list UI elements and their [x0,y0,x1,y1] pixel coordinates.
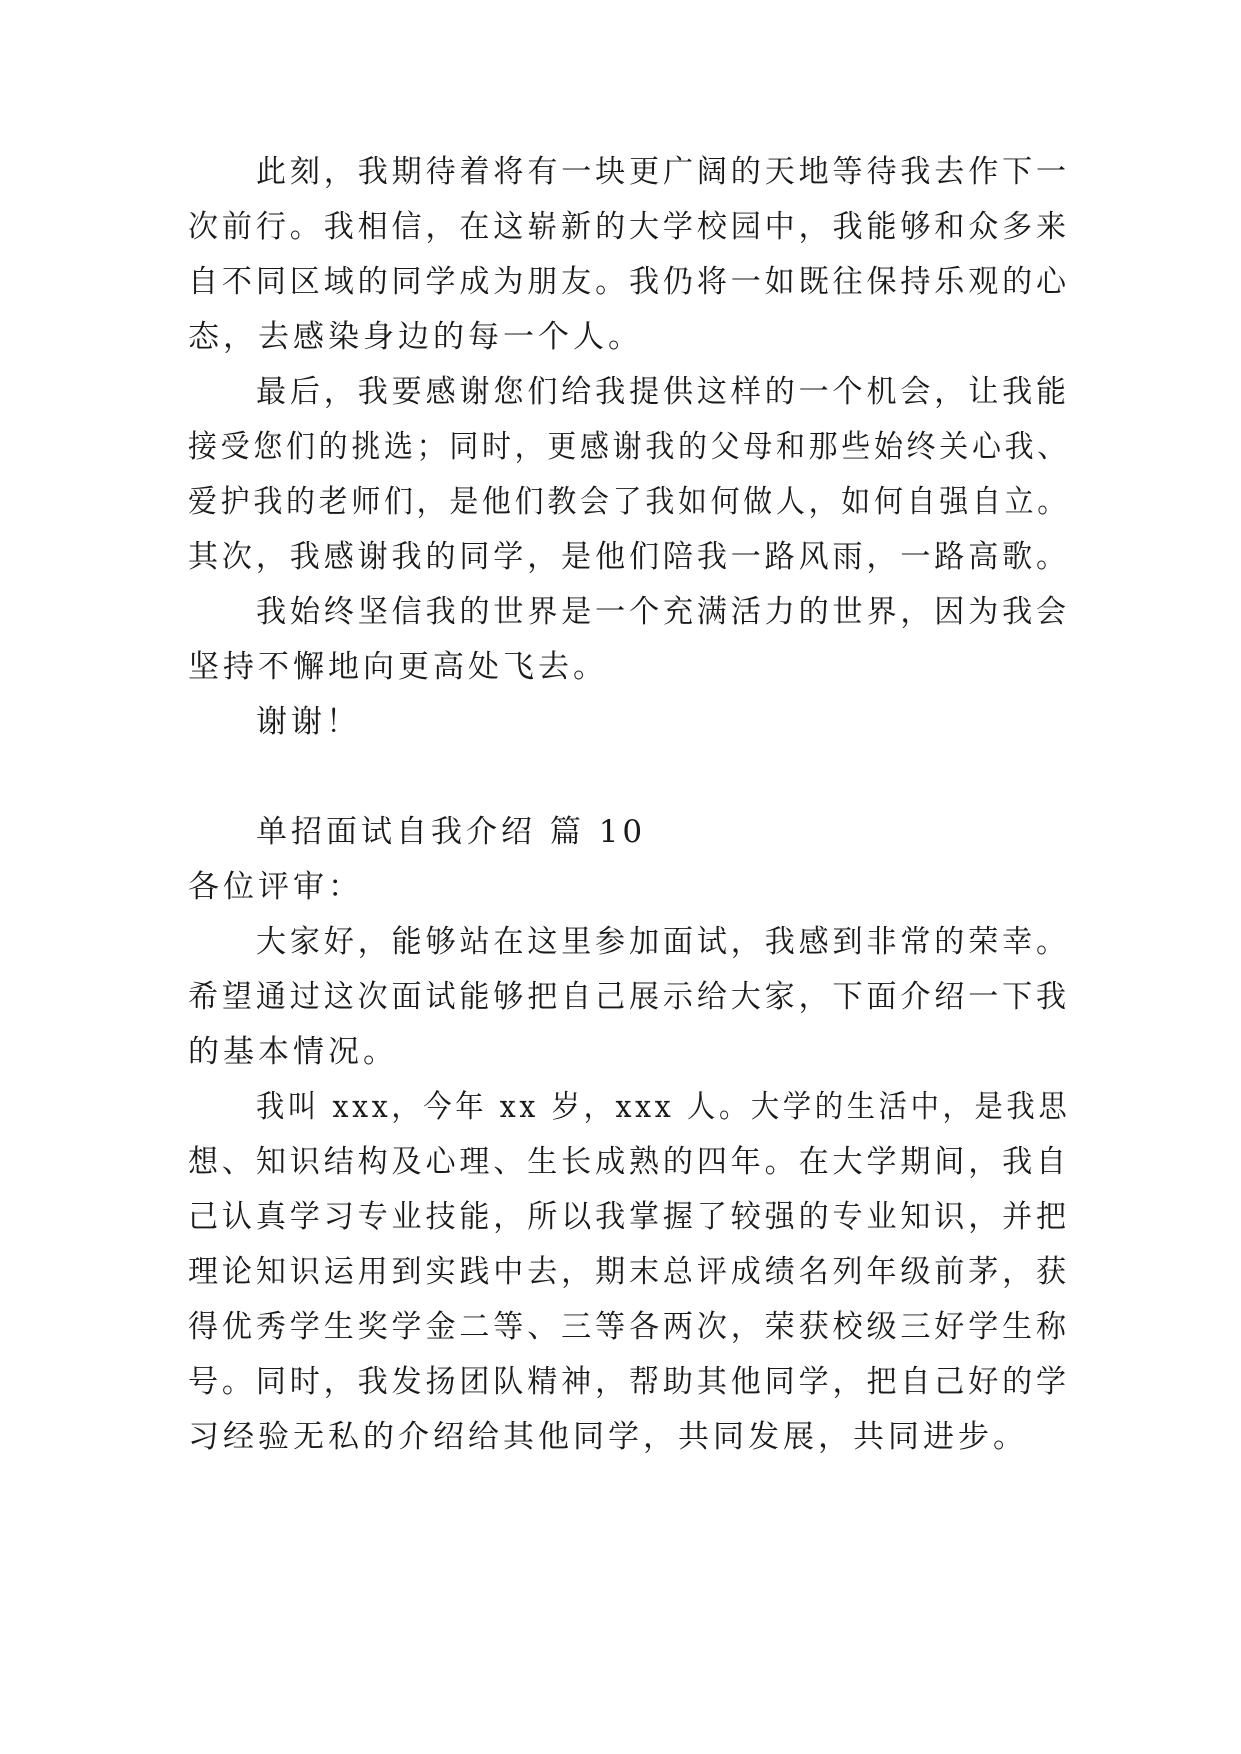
paragraph-line: 想、知识结构及心理、生长成熟的四年。在大学期间，我自 [188,1144,1070,1180]
section-heading: 单招面试自我介绍 篇 10 [256,814,647,850]
paragraph-line: 的基本情况。 [188,1034,398,1070]
paragraph-line: 己认真学习专业技能，所以我掌握了较强的专业知识，并把 [188,1199,1070,1235]
paragraph-line: 习经验无私的介绍给其他同学，共同发展，共同进步。 [188,1419,1028,1455]
paragraph-line: 我始终坚信我的世界是一个充满活力的世界，因为我会 [256,594,1070,630]
paragraph-line: 理论知识运用到实践中去，期末总评成绩名列年级前茅，获 [188,1254,1070,1290]
closing-line: 谢谢！ [256,704,361,740]
paragraph-line: 态，去感染身边的每一个人。 [188,319,643,355]
paragraph-line: 此刻，我期待着将有一块更广阔的天地等待我去作下一 [256,154,1070,190]
salutation: 各位评审： [188,869,363,905]
paragraph-line: 大家好，能够站在这里参加面试，我感到非常的荣幸。 [256,924,1070,960]
paragraph-line: 次前行。我相信，在这崭新的大学校园中，我能够和众多来 [188,209,1070,245]
paragraph-line: 自不同区域的同学成为朋友。我仍将一如既往保持乐观的心 [188,264,1070,300]
paragraph-line: 爱护我的老师们，是他们教会了我如何做人，如何自强自立。 [188,484,1070,520]
paragraph-line: 其次，我感谢我的同学，是他们陪我一路风雨，一路高歌。 [188,539,1070,575]
paragraph-line: 坚持不懈地向更高处飞去。 [188,649,608,685]
paragraph-line: 最后，我要感谢您们给我提供这样的一个机会，让我能 [256,374,1070,410]
paragraph-line: 号。同时，我发扬团队精神，帮助其他同学，把自己好的学 [188,1364,1070,1400]
paragraph-line: 我叫 xxx，今年 xx 岁，xxx 人。大学的生活中，是我思 [256,1089,1071,1125]
paragraph-line: 希望通过这次面试能够把自己展示给大家，下面介绍一下我 [188,979,1070,1015]
paragraph-line: 得优秀学生奖学金二等、三等各两次，荣获校级三好学生称 [188,1309,1070,1345]
paragraph-line: 接受您们的挑选；同时，更感谢我的父母和那些始终关心我、 [188,429,1070,465]
